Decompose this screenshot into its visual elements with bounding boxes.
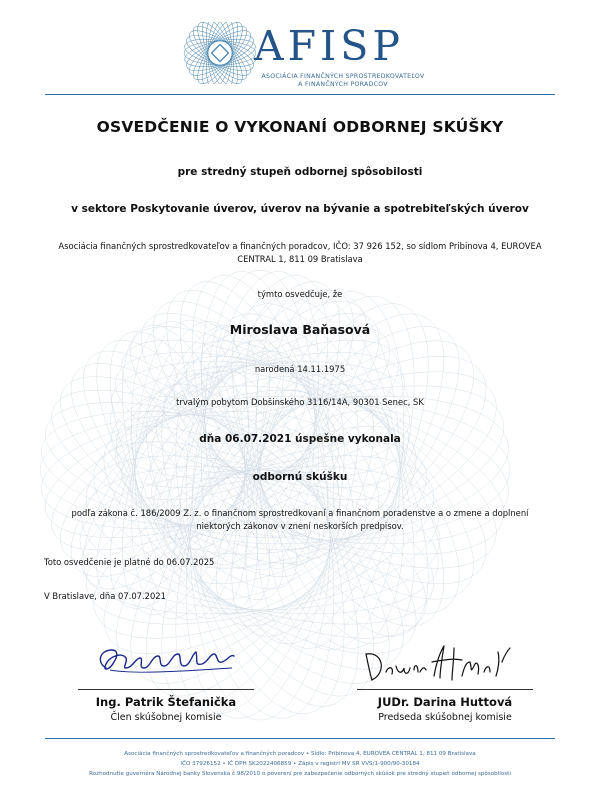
- footer-line1: Asociácia finančných sprostredkovateľov a finančných poradcov • Sídlo: Pribinova 4, EUROVEA CENTRAL 1, 811 09 Bratislava: [124, 751, 476, 757]
- exam-date: dňa 06.07.2021 úspešne vykonala: [199, 433, 401, 445]
- qualification-level: pre stredný stupeň odbornej spôsobilosti: [177, 166, 423, 178]
- place-date: V Bratislave, dňa 07.07.2021: [44, 591, 166, 601]
- left-signatory-role: Člen skúšobnej komisie: [110, 712, 222, 723]
- footer-line3: Rozhodnutie guvernéra Národnej banky Slovenska č.98/2010 o poverení pre zabezpečenie odborných skúšok pre stredný stupeň odbornej spôsobilosti: [89, 771, 511, 777]
- logo-subtitle: [258, 73, 428, 89]
- left-signatory-name: Ing. Patrik Štefanička: [95, 695, 237, 709]
- certificate-title: OSVEDČENIE O VYKONANÍ ODBORNEJ SKÚŠKY: [96, 118, 504, 136]
- issuer: [40, 240, 560, 266]
- law-reference: [40, 507, 560, 533]
- right-signatory-role: Predseda skúšobnej komisie: [378, 712, 512, 723]
- sector: v sektore Poskytovanie úverov, úverov na bývanie a spotrebiteľských úverov: [71, 203, 529, 215]
- validity: Toto osvedčenie je platné do 06.07.2025: [44, 557, 215, 567]
- header-divider: [45, 94, 555, 95]
- footer-line2: IČO 37926152 • IČ DPH SK2022406859 • Zápis v registri MV SR VVS/1-900/90-30184: [180, 761, 420, 767]
- logo-subtitle-line1: ASOCIÁCIA FINANČNÝCH SPROSTREDKOVATEĽOV: [261, 73, 425, 80]
- exam-name: odbornú skúšku: [252, 471, 348, 483]
- left-signature-line: [78, 689, 254, 690]
- certifies-text: týmto osvedčuje, že: [257, 289, 343, 299]
- logo-subtitle-line2: A FINANČNÝCH PORADCOV: [298, 81, 388, 88]
- afisp-logo-text: AFISP: [254, 22, 404, 70]
- law-line1: podľa zákona č. 186/2009 Z. z. o finančnom sprostredkovaní a finančnom poradenstve a o zmene a doplnení: [71, 508, 529, 518]
- afisp-emblem-icon: [180, 22, 260, 84]
- left-signature-icon: [92, 640, 242, 682]
- footer-divider: [45, 738, 555, 739]
- residence: trvalým pobytom Dobšinského 3116/14A, 90301 Senec, SK: [176, 397, 424, 407]
- right-signatory-name: JUDr. Darina Huttová: [377, 695, 513, 709]
- issuer-line2: CENTRAL 1, 811 09 Bratislava: [237, 254, 363, 264]
- law-line2: niektorých zákonov v znení neskorších predpisov.: [196, 521, 404, 531]
- right-signature-line: [357, 689, 533, 690]
- birth-date: narodená 14.11.1975: [254, 364, 346, 374]
- holder-name: Miroslava Baňasová: [229, 322, 371, 337]
- issuer-line1: Asociácia finančných sprostredkovateľov a finančných poradcov, IČO: 37 926 152, so sídlom Pribinova 4, EUROVEA: [58, 241, 542, 251]
- right-signature-icon: [360, 642, 520, 686]
